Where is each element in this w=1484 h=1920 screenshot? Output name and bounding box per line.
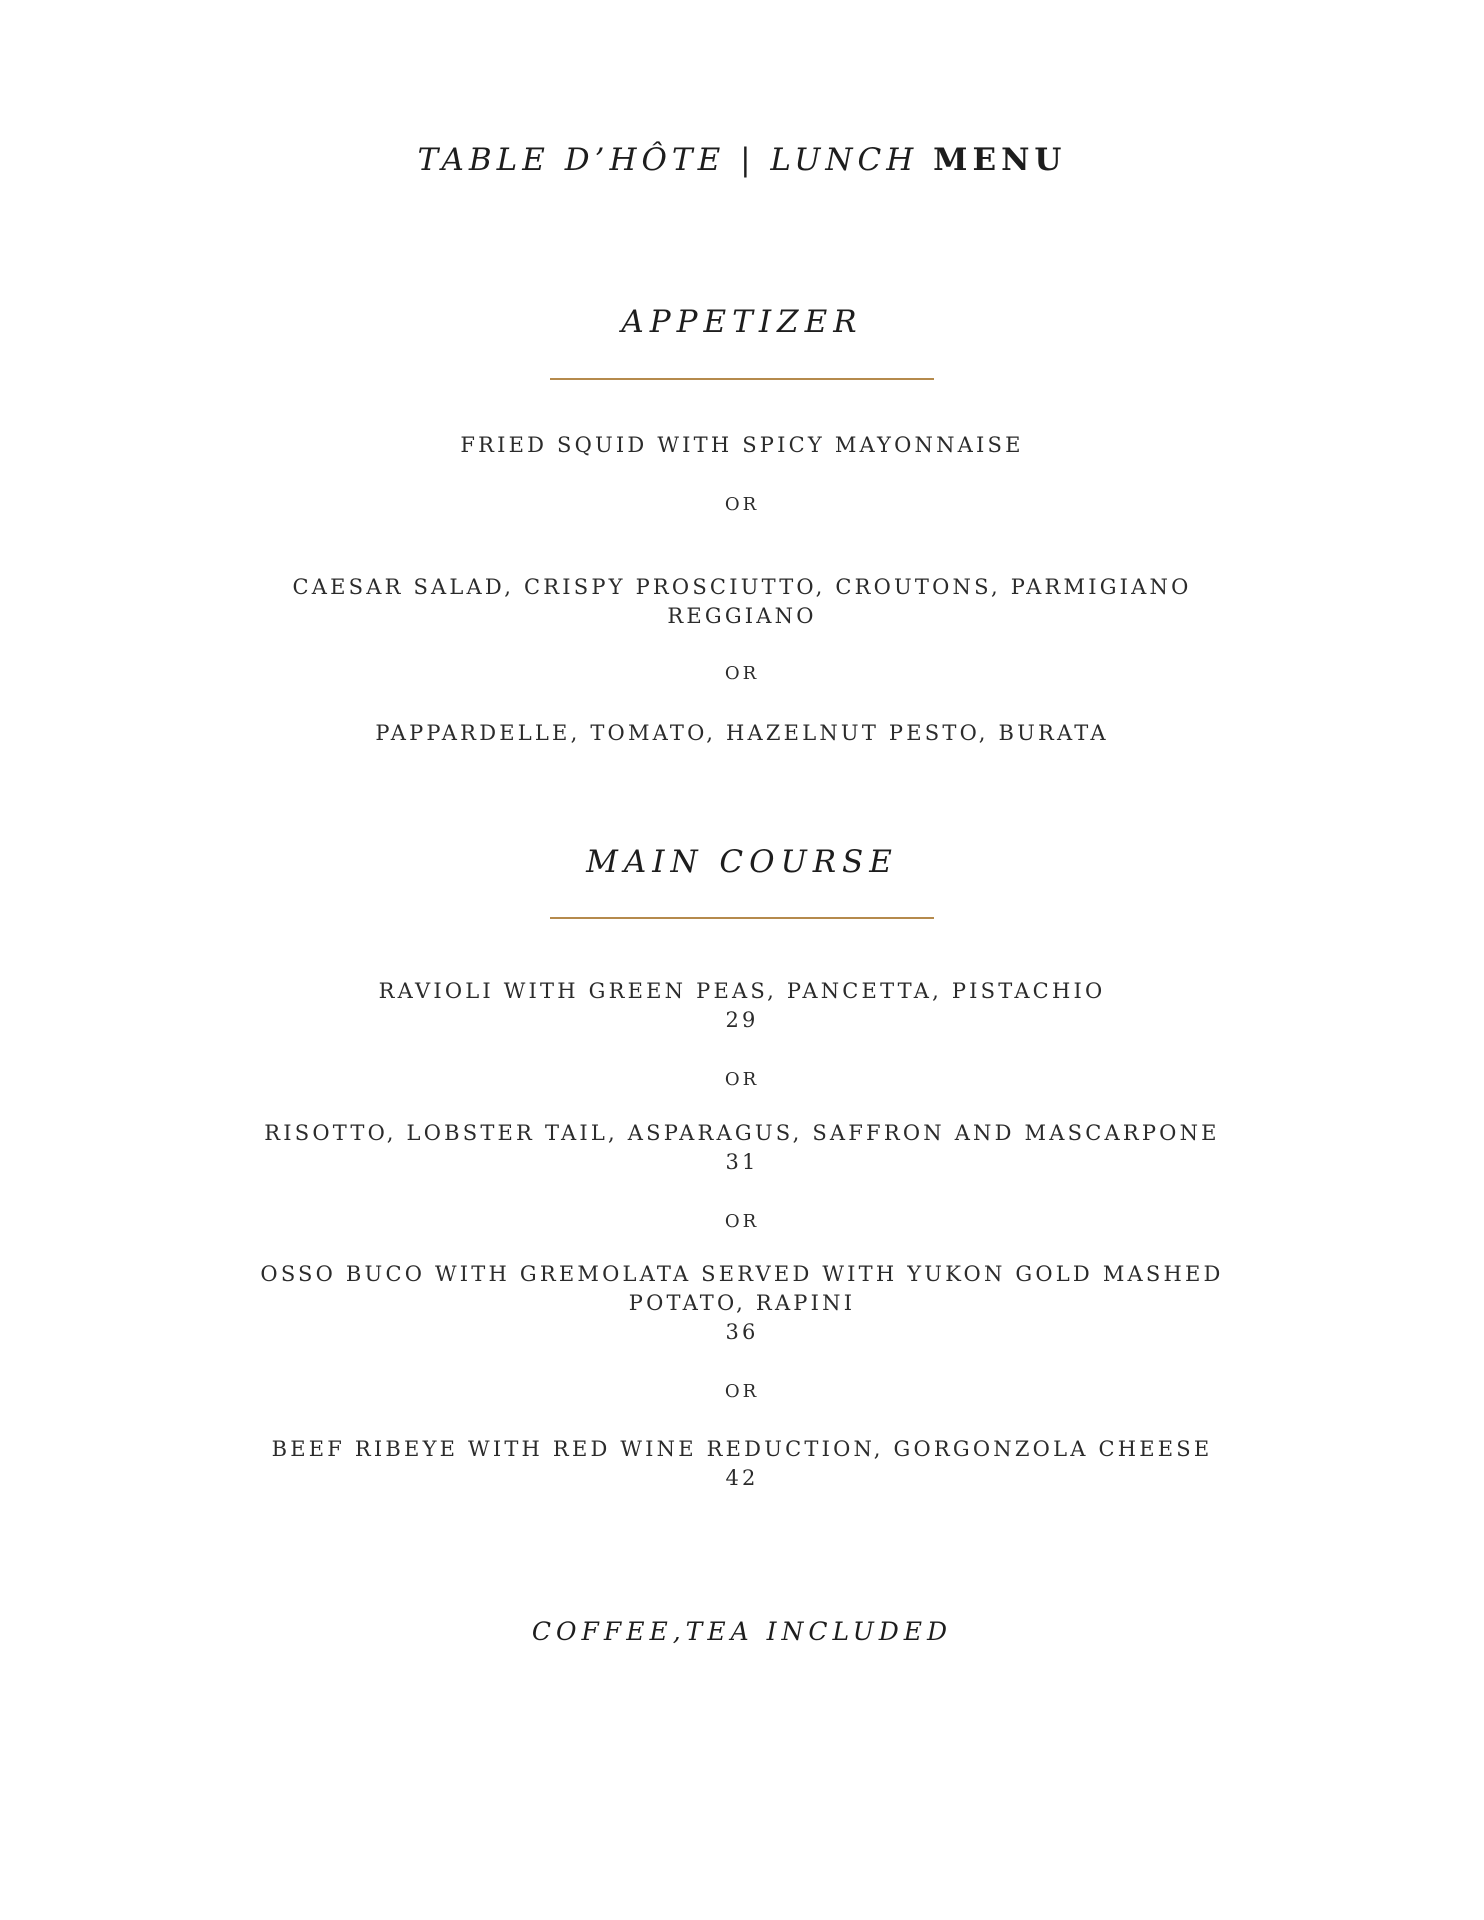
- main-item-2: RISOTTO, LOBSTER TAIL, ASPARAGUS, SAFFRON AND MASCARPONE: [264, 1121, 1220, 1145]
- title-separator: |: [725, 142, 771, 178]
- appetizer-divider: [550, 378, 934, 380]
- main-item-1: RAVIOLI WITH GREEN PEAS, PANCETTA, PISTACHIO: [378, 979, 1106, 1003]
- main-course-divider: [550, 917, 934, 919]
- main-item-1-price: 29: [725, 1008, 759, 1032]
- appetizer-item-2: CAESAR SALAD, CRISPY PROSCIUTTO, CROUTONS, PARMIGIANO: [292, 575, 1192, 599]
- main-item-4-price: 42: [725, 1466, 759, 1490]
- or-separator: OR: [724, 1069, 760, 1090]
- main-item-2-price: 31: [725, 1150, 759, 1174]
- or-separator: OR: [724, 1211, 760, 1232]
- main-course-heading: MAIN COURSE: [586, 844, 898, 880]
- appetizer-item-2-line2: REGGIANO: [667, 604, 817, 628]
- main-item-4: BEEF RIBEYE WITH RED WINE REDUCTION, GORGONZOLA CHEESE: [271, 1437, 1213, 1461]
- main-item-3-price: 36: [725, 1320, 759, 1344]
- appetizer-heading: APPETIZER: [621, 304, 863, 340]
- main-item-3: OSSO BUCO WITH GREMOLATA SERVED WITH YUKON GOLD MASHED: [260, 1262, 1224, 1286]
- title-part-table-dhote: TABLE D’HÔTE: [417, 142, 726, 178]
- included-note: COFFEE,TEA INCLUDED: [531, 1617, 953, 1646]
- main-item-3-line2: POTATO, RAPINI: [628, 1291, 856, 1315]
- or-separator: OR: [724, 1381, 760, 1402]
- or-separator: OR: [724, 663, 760, 684]
- title-part-lunch: LUNCH: [770, 142, 919, 178]
- title-part-menu: MENU: [933, 142, 1067, 178]
- or-separator: OR: [724, 494, 760, 515]
- menu-title: [0, 140, 1484, 180]
- appetizer-item-1: FRIED SQUID WITH SPICY MAYONNAISE: [460, 433, 1024, 457]
- appetizer-item-3: PAPPARDELLE, TOMATO, HAZELNUT PESTO, BURATA: [375, 721, 1109, 745]
